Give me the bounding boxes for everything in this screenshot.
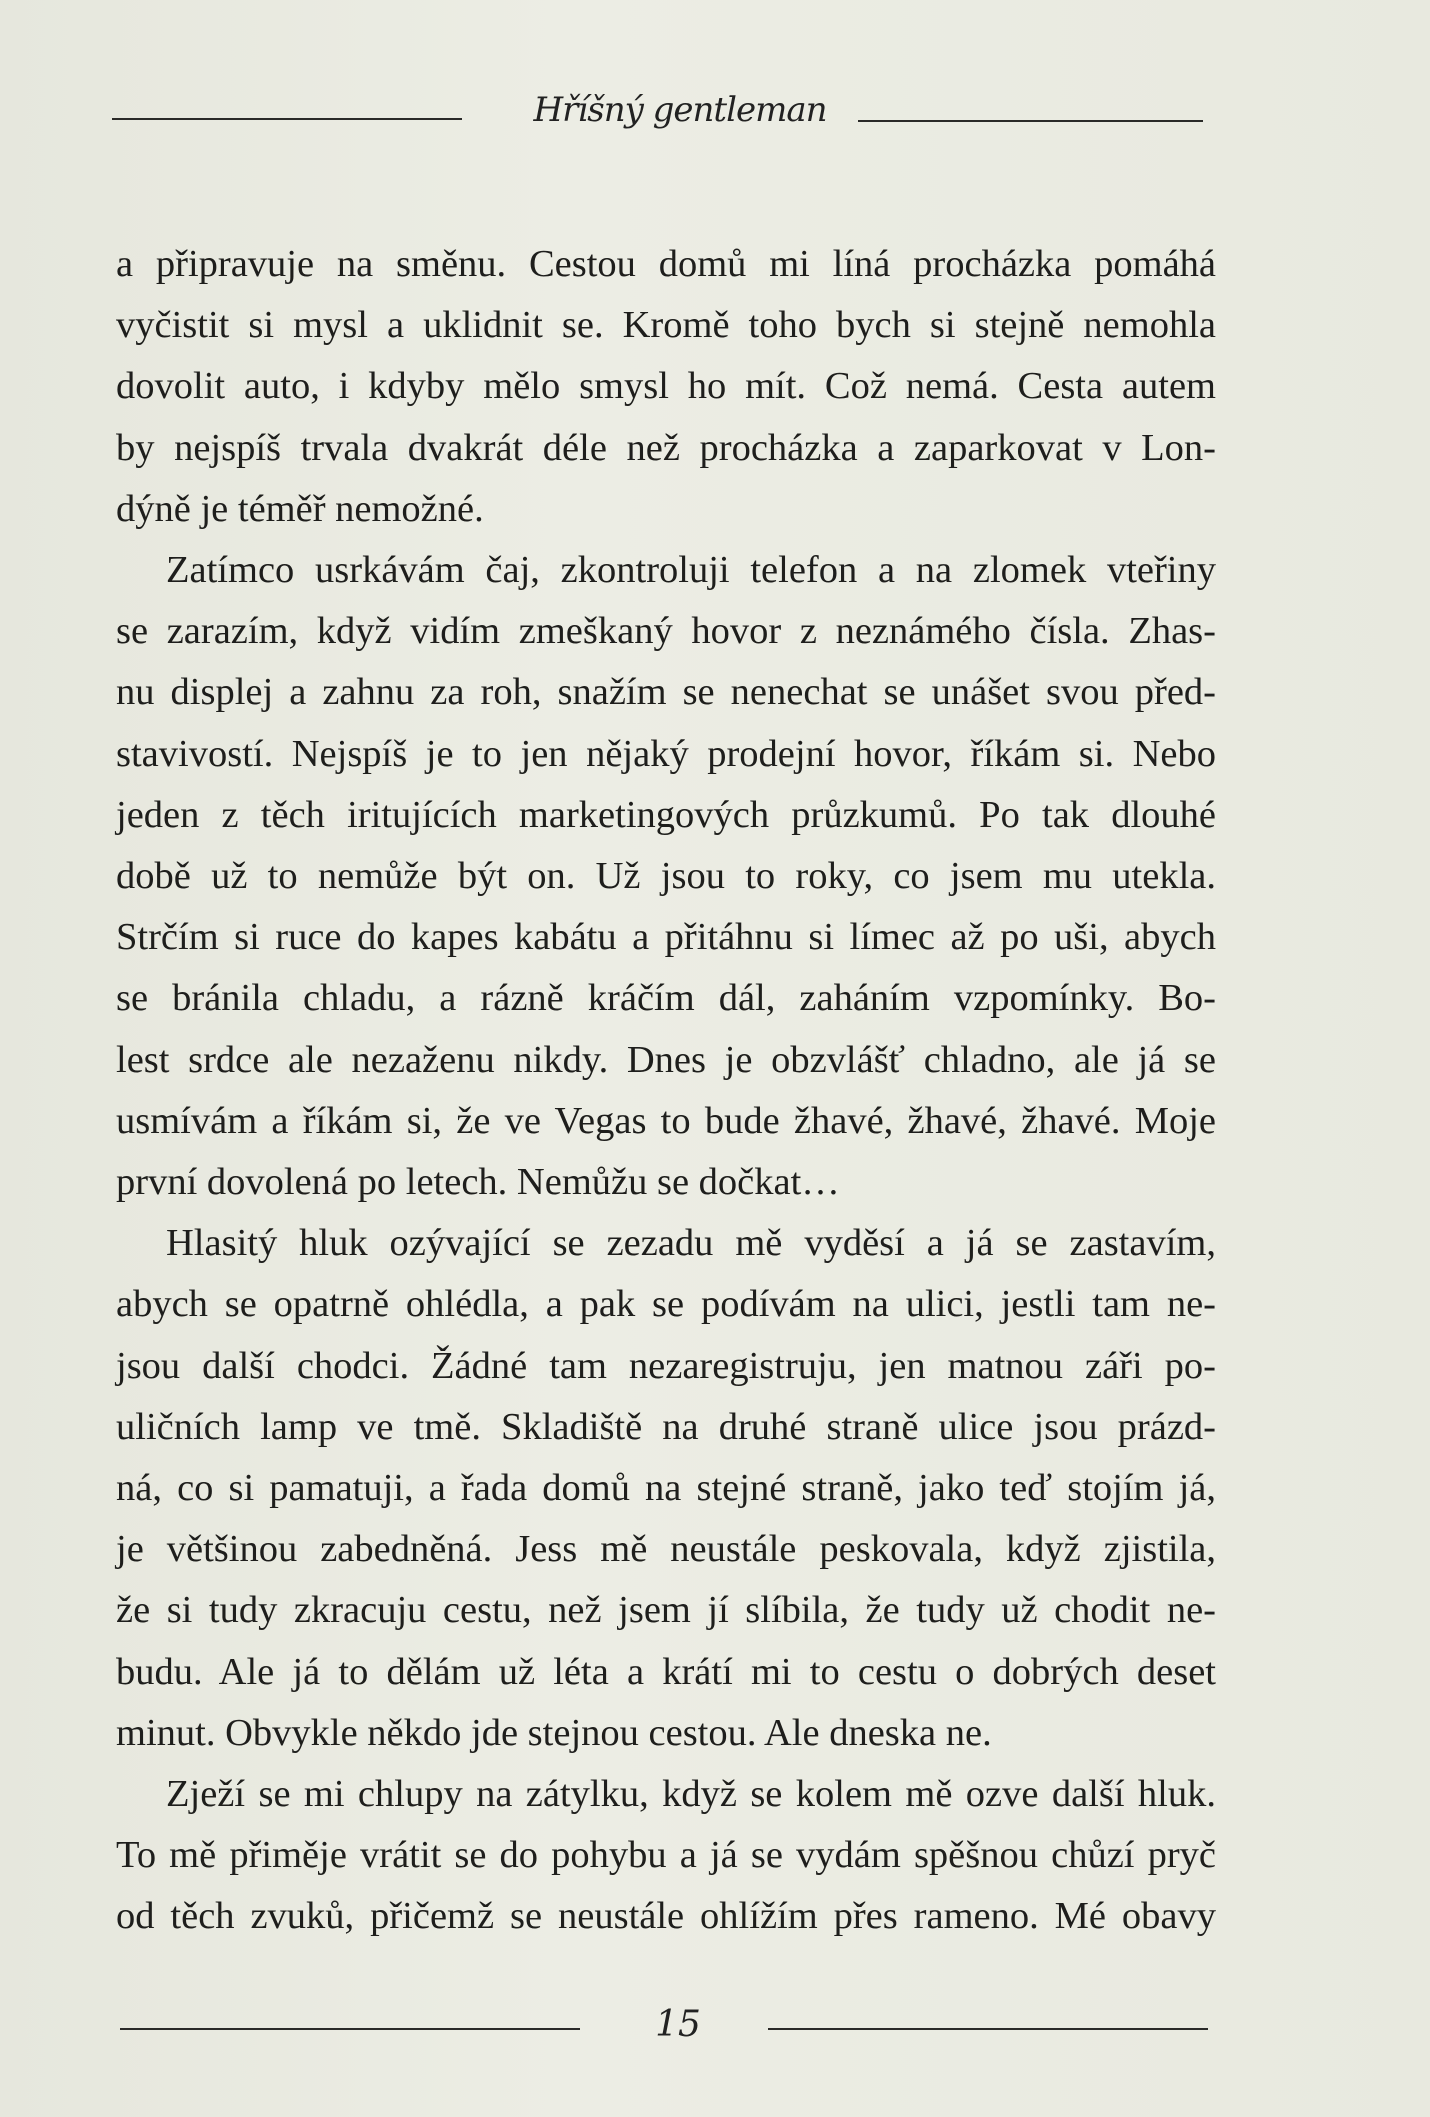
text-line: dýně je téměř nemožné. [116, 487, 484, 530]
text-line: usmívám a říkám si, že ve Vegas to bude žhavé, žhavé, žhavé. Moje [116, 1099, 1216, 1142]
text-line: minut. Obvykle někdo jde stejnou cestou. Ale dneska ne. [116, 1711, 992, 1754]
text-line: vyčistit si mysl a uklidnit se. Kromě toho bych si stejně nemohla [116, 304, 1216, 347]
text-line: abych se opatrně ohlédla, a pak se podívám na ulici, jestli tam ne- [116, 1283, 1216, 1326]
text-line: se zarazím, když vidím zmeškaný hovor z neznámého čísla. Zhas- [116, 610, 1216, 653]
running-title: Hříšný gentleman [533, 90, 827, 130]
text-line: lest srdce ale nezaženu nikdy. Dnes je obzvlášť chladno, ale já se [116, 1038, 1216, 1081]
header-rule-right [858, 120, 1203, 122]
body-text [116, 234, 1216, 1948]
text-line: nu displej a zahnu za roh, snažím se nenechat se unášet svou před- [116, 671, 1216, 714]
text-line: budu. Ale já to dělám už léta a krátí mi to cestu o dobrých deset [116, 1650, 1216, 1693]
text-line: že si tudy zkracuju cestu, než jsem jí slíbila, že tudy už chodit ne- [116, 1589, 1216, 1632]
text-line: Zježí se mi chlupy na zátylku, když se kolem mě ozve další hluk. [166, 1773, 1216, 1816]
footer-rule-right [768, 2028, 1208, 2030]
paragraph [116, 1213, 1216, 1764]
text-line: první dovolená po letech. Nemůžu se dočkat… [116, 1161, 840, 1204]
header-rule-left [112, 118, 462, 120]
text-line: Strčím si ruce do kapes kabátu a přitáhnu si límec až po uši, abych [116, 916, 1216, 959]
text-line: jsou další chodci. Žádné tam nezaregistruju, jen matnou záři po- [116, 1344, 1216, 1387]
paragraph [116, 234, 1216, 540]
text-line: stavivostí. Nejspíš je to jen nějaký prodejní hovor, říkám si. Nebo [116, 732, 1216, 775]
text-line: dovolit auto, i kdyby mělo smysl ho mít. Což nemá. Cesta autem [116, 365, 1216, 408]
text-line: jeden z těch iritujících marketingových průzkumů. Po tak dlouhé [116, 793, 1216, 836]
text-line: uličních lamp ve tmě. Skladiště na druhé straně ulice jsou prázd- [116, 1405, 1216, 1448]
text-line: je většinou zabedněná. Jess mě neustále peskovala, když zjistila, [116, 1528, 1216, 1571]
paragraph [116, 1764, 1216, 1948]
text-line: Zatímco usrkávám čaj, zkontroluji telefon a na zlomek vteřiny [166, 549, 1216, 592]
text-line: by nejspíš trvala dvakrát déle než procházka a zaparkovat v Lon- [116, 426, 1216, 469]
page-number: 15 [655, 2004, 701, 2045]
text-line: ná, co si pamatuji, a řada domů na stejné straně, jako teď stojím já, [116, 1467, 1216, 1510]
running-header [110, 90, 1210, 150]
text-line: Hlasitý hluk ozývající se zezadu mě vyděsí a já se zastavím, [166, 1222, 1216, 1265]
text-line: a připravuje na směnu. Cestou domů mi líná procházka pomáhá [116, 243, 1216, 285]
text-line: se bránila chladu, a rázně kráčím dál, zaháním vzpomínky. Bo- [116, 977, 1216, 1020]
text-line: době už to nemůže být on. Už jsou to roky, co jsem mu utekla. [116, 855, 1216, 898]
footer-rule-left [120, 2028, 580, 2030]
page-footer [118, 2004, 1218, 2070]
text-line: To mě přiměje vrátit se do pohybu a já se vydám spěšnou chůzí pryč [116, 1834, 1216, 1877]
text-line: od těch zvuků, přičemž se neustále ohlížím přes rameno. Mé obavy [116, 1895, 1216, 1938]
paragraph [116, 540, 1216, 1213]
